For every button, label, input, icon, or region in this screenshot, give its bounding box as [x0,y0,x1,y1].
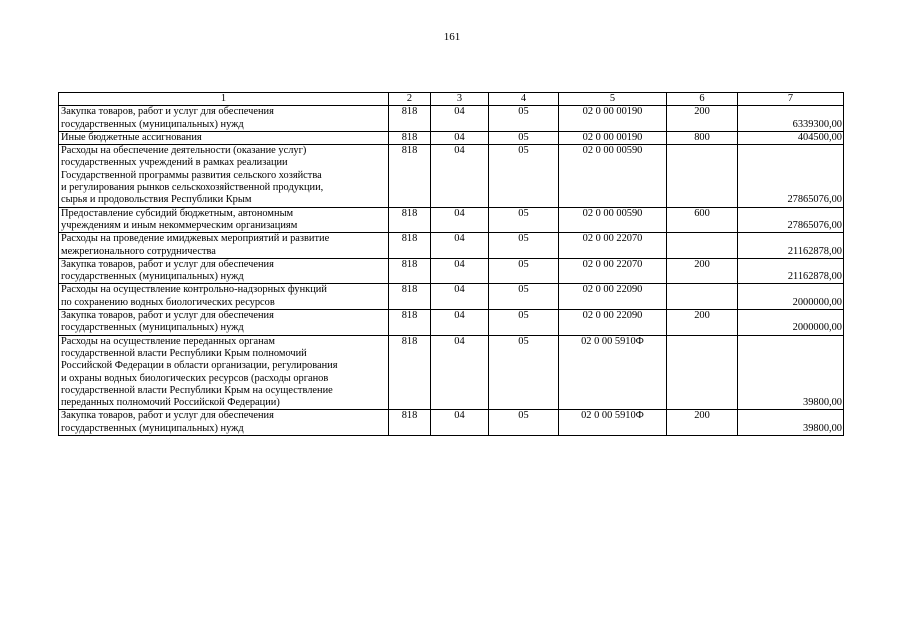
expense-type-cell [667,335,738,410]
expense-type-cell: 200 [667,258,738,284]
expense-type-cell: 200 [667,310,738,336]
table-row [59,258,844,284]
expense-name-cell: Расходы на проведение имиджевых мероприятий и развитие межрегионального сотрудничества [59,233,389,259]
subsection-cell: 05 [489,233,559,259]
subsection-cell: 05 [489,131,559,144]
section-cell: 04 [431,233,489,259]
column-header: 5 [559,93,667,106]
amount-cell: 6339300,00 [738,106,844,132]
ministry-code-cell: 818 [389,233,431,259]
amount-cell: 21162878,00 [738,233,844,259]
subsection-cell: 05 [489,106,559,132]
target-article-cell: 02 0 00 5910Ф [559,335,667,410]
amount-cell: 27865076,00 [738,207,844,233]
section-cell: 04 [431,106,489,132]
ministry-code-cell: 818 [389,207,431,233]
table-row [59,410,844,436]
column-header: 1 [59,93,389,106]
table-row [59,284,844,310]
amount-cell: 39800,00 [738,335,844,410]
table-row [59,335,844,410]
table-row [59,207,844,233]
ministry-code-cell: 818 [389,258,431,284]
section-cell: 04 [431,207,489,233]
amount-cell: 2000000,00 [738,284,844,310]
section-cell: 04 [431,258,489,284]
subsection-cell: 05 [489,284,559,310]
subsection-cell: 05 [489,335,559,410]
target-article-cell: 02 0 00 22090 [559,284,667,310]
target-article-cell: 02 0 00 00190 [559,106,667,132]
target-article-cell: 02 0 00 00190 [559,131,667,144]
subsection-cell: 05 [489,310,559,336]
expense-name-cell: Закупка товаров, работ и услуг для обеспечения государственных (муниципальных) нужд [59,310,389,336]
expense-name-cell: Иные бюджетные ассигнования [59,131,389,144]
subsection-cell: 05 [489,145,559,207]
table-row [59,131,844,144]
ministry-code-cell: 818 [389,106,431,132]
target-article-cell: 02 0 00 00590 [559,145,667,207]
ministry-code-cell: 818 [389,284,431,310]
expense-type-cell: 600 [667,207,738,233]
ministry-code-cell: 818 [389,310,431,336]
expense-name-cell: Закупка товаров, работ и услуг для обеспечения государственных (муниципальных) нужд [59,106,389,132]
table-row [59,106,844,132]
section-cell: 04 [431,335,489,410]
expense-type-cell [667,284,738,310]
ministry-code-cell: 818 [389,131,431,144]
expense-type-cell: 200 [667,410,738,436]
target-article-cell: 02 0 00 22070 [559,233,667,259]
expense-type-cell: 800 [667,131,738,144]
column-header: 3 [431,93,489,106]
column-header: 2 [389,93,431,106]
section-cell: 04 [431,145,489,207]
expense-name-cell: Расходы на осуществление переданных органам государственной власти Республики Крым полномочий Российской Федерации в области организации, регулирования и охраны водных биологических ресурсов (расходы органов государственной власти Республики Крым на осуществление переданных полномочий Российской Федерации) [59,335,389,410]
ministry-code-cell: 818 [389,410,431,436]
column-header: 6 [667,93,738,106]
amount-cell: 39800,00 [738,410,844,436]
section-cell: 04 [431,284,489,310]
table-row [59,145,844,207]
target-article-cell: 02 0 00 22090 [559,310,667,336]
target-article-cell: 02 0 00 00590 [559,207,667,233]
column-header: 7 [738,93,844,106]
amount-cell: 404500,00 [738,131,844,144]
expense-name-cell: Расходы на осуществление контрольно-надзорных функций по сохранению водных биологических ресурсов [59,284,389,310]
section-cell: 04 [431,310,489,336]
target-article-cell: 02 0 00 22070 [559,258,667,284]
amount-cell: 2000000,00 [738,310,844,336]
expense-name-cell: Закупка товаров, работ и услуг для обеспечения государственных (муниципальных) нужд [59,258,389,284]
subsection-cell: 05 [489,410,559,436]
amount-cell: 27865076,00 [738,145,844,207]
ministry-code-cell: 818 [389,335,431,410]
column-header: 4 [489,93,559,106]
expense-name-cell: Предоставление субсидий бюджетным, автономным учреждениям и иным некоммерческим организациям [59,207,389,233]
subsection-cell: 05 [489,258,559,284]
section-cell: 04 [431,131,489,144]
expense-name-cell: Закупка товаров, работ и услуг для обеспечения государственных (муниципальных) нужд [59,410,389,436]
budget-table [58,92,844,436]
ministry-code-cell: 818 [389,145,431,207]
expense-name-cell: Расходы на обеспечение деятельности (оказание услуг) государственных учреждений в рамках реализации Государственной программы развития сельского хозяйства и регулирования рынков сельскохозяйственной продукции, сырья и продовольствия Республики Крым [59,145,389,207]
table-row [59,310,844,336]
target-article-cell: 02 0 00 5910Ф [559,410,667,436]
expense-type-cell: 200 [667,106,738,132]
page-number: 161 [443,31,461,43]
expense-type-cell [667,145,738,207]
section-cell: 04 [431,410,489,436]
subsection-cell: 05 [489,207,559,233]
amount-cell: 21162878,00 [738,258,844,284]
expense-type-cell [667,233,738,259]
table-row [59,233,844,259]
table-header-row [59,93,844,106]
